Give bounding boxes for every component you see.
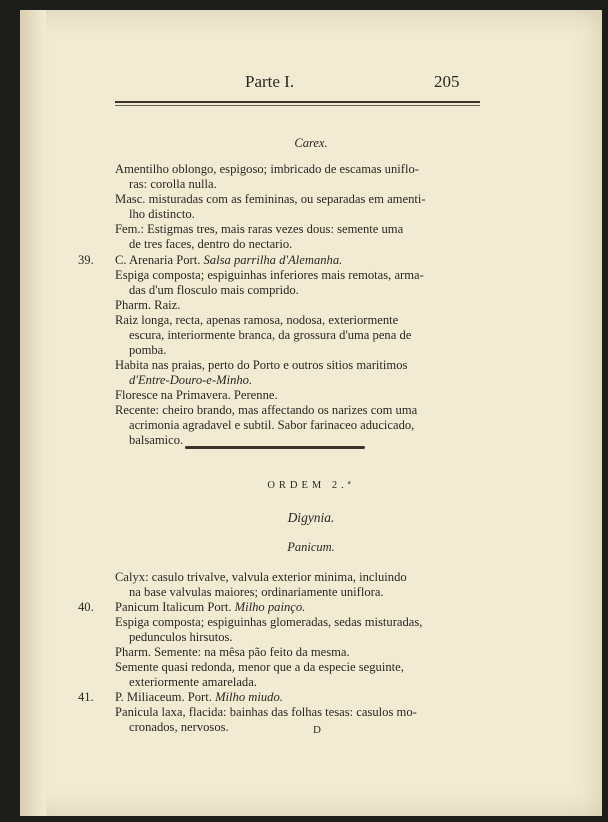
text-line: Espiga composta; espiguinhas inferiores mais remotas, arma- <box>115 268 424 282</box>
species-39-recente <box>115 403 473 447</box>
species-39-pharm: Pharm. Raiz. <box>115 298 181 312</box>
text-line: Calyx: casulo trivalve, valvula exterior minima, incluindo <box>115 570 407 584</box>
species-41-name <box>115 690 473 705</box>
signature-mark: D <box>313 724 321 736</box>
page-header <box>20 64 602 94</box>
species-40-pharm: Pharm. Semente: na mêsa pão feito da mesma. <box>115 645 350 659</box>
species-name: C. Arenaria Port. <box>115 253 201 267</box>
species-39-name <box>115 253 473 268</box>
order-heading: ORDEM 2.ª <box>267 480 355 491</box>
text-line: Semente quasi redonda, menor que a da especie seguinte, <box>115 660 404 674</box>
species-39-habita <box>115 358 473 388</box>
book-page <box>20 10 602 816</box>
carex-fem-entry <box>115 222 473 252</box>
text-line: d'Entre-Douro-e-Minho. <box>129 372 253 387</box>
species-39-raiz <box>115 313 473 357</box>
text-line: acrimonia agradavel e subtil. Sabor farinaceo aducicado, <box>129 417 415 432</box>
species-40-name <box>115 600 473 615</box>
running-head: Parte I. <box>245 72 295 91</box>
ornamental-rule <box>185 446 365 449</box>
text-line: de tres faces, dentro do nectario. <box>129 236 293 251</box>
carex-masc-entry <box>115 192 473 222</box>
text-line: pedunculos hirsutos. <box>129 629 233 644</box>
text-line: exteriormente amarelada. <box>129 674 257 689</box>
species-number: 40. <box>78 600 94 614</box>
species-number: 41. <box>78 690 94 704</box>
page-number: 205 <box>434 72 460 91</box>
species-name: Panicum Italicum Port. <box>115 600 232 614</box>
header-rule-thin <box>115 105 480 106</box>
common-name: Milho painço. <box>234 600 306 614</box>
common-name: Milho miudo. <box>215 690 283 704</box>
text-line: cronados, nervosos. <box>129 719 229 734</box>
section-title-carex: Carex. <box>294 136 328 150</box>
species-number: 39. <box>78 253 94 267</box>
header-rule <box>115 101 480 103</box>
text-line: lho distincto. <box>129 206 195 221</box>
panicum-calyx-entry <box>115 570 473 600</box>
text-line: Espiga composta; espiguinhas glomeradas, sedas misturadas, <box>115 615 423 629</box>
text-line: Raiz longa, recta, apenas ramosa, nodosa, exteriormente <box>115 313 399 327</box>
order-name: Digynia. <box>287 510 335 525</box>
text-line: ras: corolla nulla. <box>129 176 217 191</box>
text-line: das d'um flosculo mais comprido. <box>129 282 299 297</box>
species-39-espiga <box>115 268 473 298</box>
text-line: Recente: cheiro brando, mas affectando os narizes com uma <box>115 403 418 417</box>
species-40-semente <box>115 660 473 690</box>
text-line: Masc. misturadas com as femininas, ou separadas em amenti- <box>115 192 426 206</box>
species-name: P. Miliaceum. Port. <box>115 690 212 704</box>
text-line: Amentilho oblongo, espigoso; imbricado de escamas uniflo- <box>115 162 419 176</box>
text-line: escura, interiormente branca, da grossura d'uma pena de <box>129 327 412 342</box>
common-name: Salsa parrilha d'Alemanha. <box>203 253 343 267</box>
page-gutter <box>20 10 46 816</box>
section-title-panicum: Panicum. <box>287 540 335 554</box>
text-line: Fem.: Estigmas tres, mais raras vezes dous: semente uma <box>115 222 404 236</box>
species-39-floresce: Floresce na Primavera. Perenne. <box>115 388 278 402</box>
text-line: Panicula laxa, flacida: bainhas das folhas tesas: casulos mo- <box>115 705 417 719</box>
text-line: balsamico. <box>129 432 184 447</box>
text-line: pomba. <box>129 342 167 357</box>
species-41-panicula <box>115 705 473 735</box>
text-line: Habita nas praias, perto do Porto e outros sitios maritimos <box>115 358 408 372</box>
carex-calyx-entry <box>115 162 473 192</box>
species-40-espiga <box>115 615 473 645</box>
text-line: na base valvulas maiores; ordinariamente uniflora. <box>129 584 384 599</box>
